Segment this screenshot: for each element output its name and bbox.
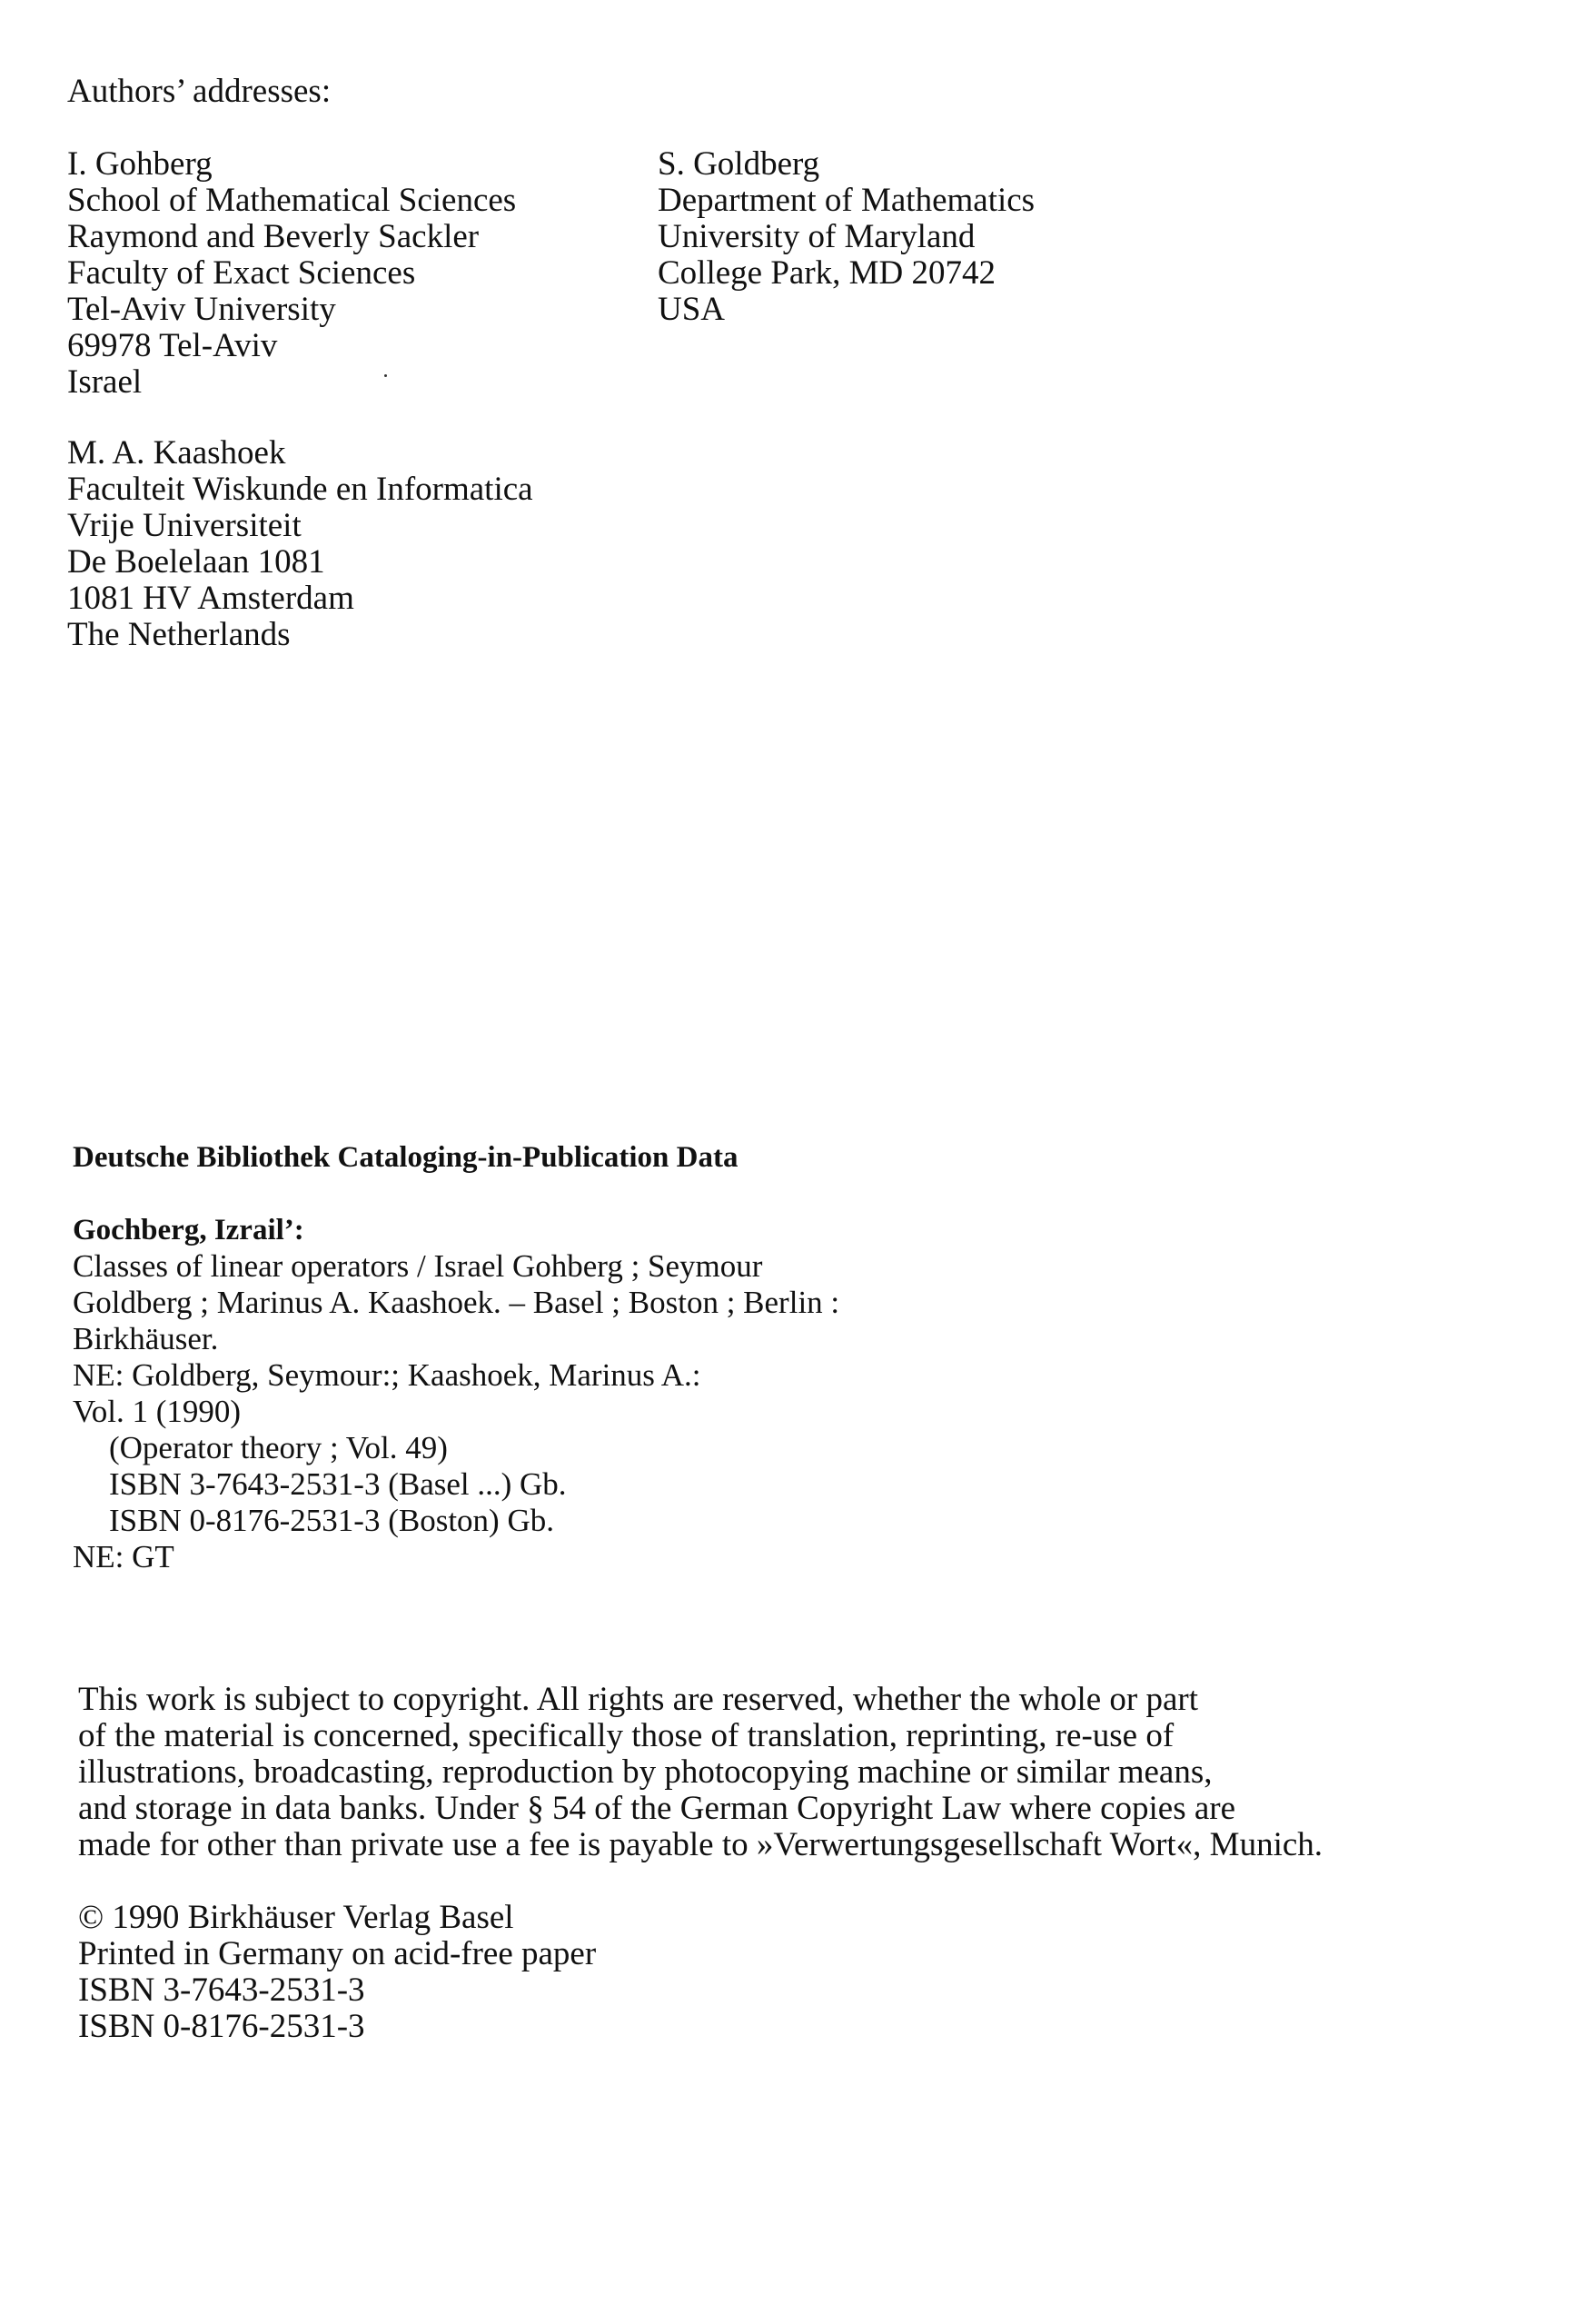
address-gohberg [67,146,516,401]
cip-isbn-line: ISBN 0-8176-2531-3 (Boston) Gb. [109,1503,554,1538]
address-line: University of Maryland [658,218,976,255]
imprint-line: Printed in Germany on acid-free paper [78,1935,597,1972]
address-line: 1081 HV Amsterdam [67,580,354,617]
imprint-line: ISBN 3-7643-2531-3 [78,1971,365,2009]
address-line: M. A. Kaashoek [67,434,286,472]
address-line: Raymond and Beverly Sackler [67,218,480,255]
cip-series-line: (Operator theory ; Vol. 49) [109,1430,448,1465]
address-line: College Park, MD 20742 [658,254,996,292]
address-line: Department of Mathematics [658,182,1036,219]
cip-data [73,1139,839,1575]
stray-dot [384,374,387,377]
cip-line: Classes of linear operators / Israel Gohberg ; Seymour [73,1248,763,1284]
address-line: S. Goldberg [658,145,820,183]
cip-line: Birkhäuser. [73,1321,219,1356]
address-line: USA [658,291,726,328]
address-line: I. Gohberg [67,145,213,183]
cip-main-entry: Gochberg, Izrail’: [73,1214,304,1246]
cip-heading: Deutsche Bibliothek Cataloging-in-Publication Data [73,1141,739,1174]
address-line: 69978 Tel-Aviv [67,327,278,364]
address-line: Faculteit Wiskunde en Informatica [67,471,533,508]
cip-line: Vol. 1 (1990) [73,1394,242,1429]
imprint [78,1900,596,2045]
address-line: Faculty of Exact Sciences [67,254,416,292]
copyright-line: illustrations, broadcasting, reproduction by photocopying machine or similar means, [78,1753,1213,1791]
address-line: De Boelelaan 1081 [67,543,325,581]
copyright-notice [78,1682,1323,1863]
copyright-line: and storage in data banks. Under § 54 of the German Copyright Law where copies are [78,1790,1236,1827]
copyright-line: made for other than private use a fee is payable to »Verwertungsgesellschaft Wort«, Munich. [78,1826,1323,1863]
cip-line: NE: Goldberg, Seymour:; Kaashoek, Marinus A.: [73,1357,701,1393]
address-goldberg [658,146,1035,328]
address-line: Israel [67,363,143,401]
address-line: The Netherlands [67,616,291,653]
authors-heading: Authors’ addresses: [67,73,332,110]
copyright-line: This work is subject to copyright. All rights are reserved, whether the whole or part [78,1681,1199,1718]
address-line: Tel-Aviv University [67,291,336,328]
address-kaashoek [67,435,533,653]
address-line: Vrije Universiteit [67,507,302,544]
cip-isbn-line: ISBN 3-7643-2531-3 (Basel ...) Gb. [109,1466,567,1502]
cip-line: NE: GT [73,1539,174,1574]
imprint-line: ISBN 0-8176-2531-3 [78,2008,365,2045]
imprint-line: © 1990 Birkhäuser Verlag Basel [78,1899,514,1936]
address-line: School of Mathematical Sciences [67,182,517,219]
copyright-line: of the material is concerned, specifically those of translation, reprinting, re-use of [78,1717,1175,1754]
cip-line: Goldberg ; Marinus A. Kaashoek. – Basel ; Boston ; Berlin : [73,1285,840,1320]
